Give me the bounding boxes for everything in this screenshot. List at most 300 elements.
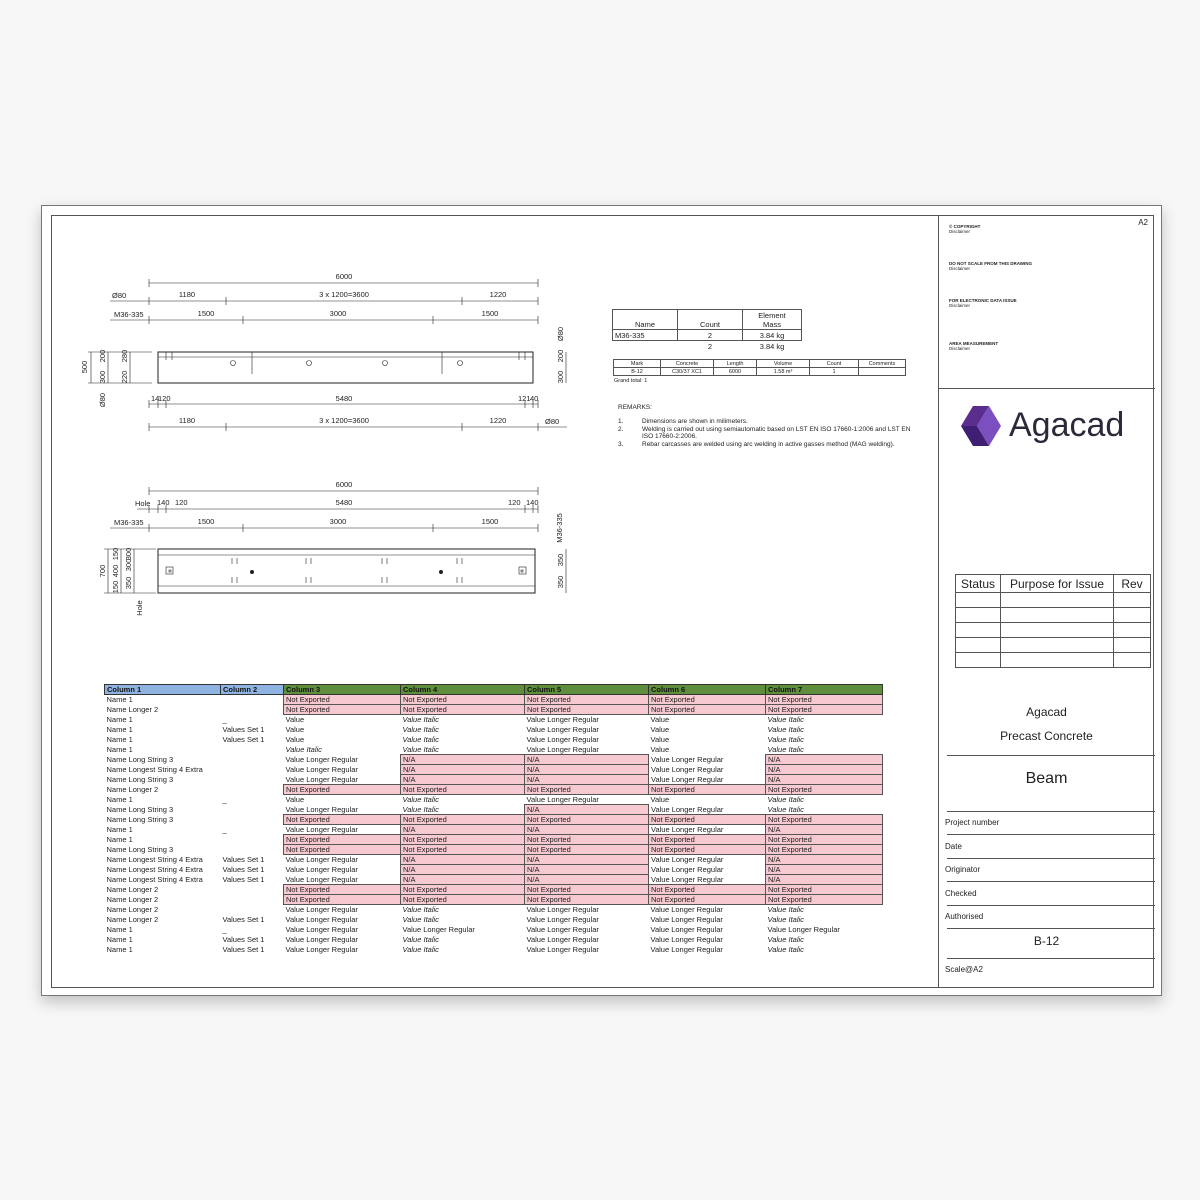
top-dim-1500b: 1500: [481, 309, 499, 318]
value-cell: Not Exported: [766, 885, 883, 895]
name-cell: Name Longer 2: [106, 905, 159, 914]
value-cell: Value Italic: [402, 915, 439, 924]
notice-1: [949, 261, 1032, 271]
issue-cell: [1114, 623, 1151, 638]
value-cell: Value Longer Regular: [285, 765, 358, 774]
issue-cell: [1001, 638, 1114, 653]
value-cell: Not Exported: [649, 885, 766, 895]
value-cell: Not Exported: [401, 785, 525, 795]
value-cell: Value Italic: [402, 744, 439, 754]
table-row: [105, 775, 883, 785]
element-header: Count: [810, 360, 859, 368]
value-cell: Value Longer Regular: [651, 804, 724, 814]
mass-row: [613, 330, 802, 341]
element-cell: [859, 368, 906, 376]
name-cell: Name 1: [106, 945, 133, 954]
value-cell: Value: [650, 725, 670, 734]
notice-text: Disclaimer: [949, 266, 971, 271]
value-cell: Value Longer Regular: [651, 825, 724, 834]
field-authorised: Authorised: [945, 912, 984, 921]
value-cell: N/A: [766, 855, 883, 865]
value-cell: Not Exported: [525, 785, 649, 795]
values-set-cell: Values Set 1: [222, 735, 265, 744]
bot-left-height: 700: [98, 564, 107, 578]
top-right-200: 200: [556, 349, 565, 363]
value-cell: Value Longer Regular: [767, 925, 840, 934]
mass-cell: 3.84 kg: [743, 330, 802, 341]
value-cell: N/A: [525, 755, 649, 765]
bot-left-350: 350: [124, 576, 133, 590]
value-cell: Not Exported: [525, 705, 649, 715]
value-cell: Value Longer Regular: [650, 925, 723, 934]
value-cell: Value Longer Regular: [285, 925, 358, 934]
top-left-280: 280: [120, 349, 129, 363]
mass-cell: 2: [707, 341, 713, 351]
value-cell: N/A: [525, 775, 649, 785]
value-cell: Value: [285, 795, 305, 805]
value-cell: N/A: [766, 775, 883, 785]
value-cell: N/A: [525, 825, 649, 835]
value-cell: N/A: [525, 875, 649, 885]
name-cell: Name Long String 3: [106, 815, 174, 824]
bot-dim-5480: 5480: [335, 498, 353, 507]
value-cell: Value: [650, 745, 670, 754]
bot-m36-label: M36-335: [114, 518, 144, 527]
value-cell: N/A: [766, 865, 883, 875]
value-cell: Value Longer Regular: [526, 915, 599, 924]
value-cell: Value Italic: [767, 735, 804, 744]
table-row: [105, 765, 883, 775]
values-set-cell: Values Set 1: [222, 875, 265, 884]
mass-header: Count: [678, 310, 743, 330]
bot-right-350a: 350: [556, 575, 565, 589]
top-bot-40: 40: [530, 394, 539, 403]
issue-header: Purpose for Issue: [1001, 575, 1114, 593]
value-cell: Value Italic: [402, 735, 439, 744]
value-cell: Value Italic: [767, 804, 804, 814]
value-cell: N/A: [525, 865, 649, 875]
company-name: Agacad: [1026, 705, 1067, 719]
issue-row: [956, 623, 1151, 638]
table-row: [105, 885, 883, 895]
table-row: [105, 805, 883, 815]
value-cell: Value Longer Regular: [526, 795, 599, 804]
value-cell: N/A: [766, 755, 883, 765]
value-cell: Value Longer Regular: [651, 755, 724, 764]
bot-left-300b: 300: [124, 547, 133, 561]
mass-cell: 2: [678, 330, 743, 341]
value-cell: Value Longer Regular: [650, 915, 723, 924]
notice-2: [949, 298, 1017, 308]
remark-item: [618, 418, 918, 425]
name-cell: Name 1: [106, 735, 133, 744]
value-cell: Value: [650, 795, 670, 805]
table-row: [105, 755, 883, 765]
value-cell: Value Longer Regular: [285, 865, 358, 874]
value-cell: N/A: [401, 875, 525, 885]
remark-number: 2.: [618, 426, 624, 433]
bot-right-m36: M36-335: [555, 513, 564, 543]
bot-dim-140b: 140: [526, 498, 539, 507]
field-project-number: Project number: [945, 818, 1000, 827]
values-set-cell: [221, 775, 284, 785]
value-cell: Not Exported: [284, 815, 401, 825]
value-cell: Value Longer Regular: [402, 925, 475, 934]
sheet-border: [51, 215, 1154, 988]
value-cell: Value Longer Regular: [285, 855, 358, 865]
value-cell: Value Italic: [767, 744, 804, 754]
value-cell: N/A: [525, 855, 649, 865]
value-cell: N/A: [525, 805, 649, 815]
value-cell: Value Longer Regular: [651, 865, 724, 874]
column-header: Column 2: [221, 685, 284, 695]
bot-dim-1500a: 1500: [197, 517, 215, 526]
column-header: Column 7: [766, 685, 883, 695]
column-header: Column 6: [649, 685, 766, 695]
name-cell: Name Longer 2: [106, 705, 159, 714]
value-cell: Value Longer Regular: [285, 804, 358, 814]
value-cell: Value: [650, 735, 670, 744]
values-set-cell: _: [222, 825, 227, 834]
values-set-cell: [221, 755, 284, 765]
issue-cell: [956, 593, 1001, 608]
mass-cell: [613, 341, 678, 352]
values-set-cell: [221, 785, 284, 795]
name-cell: Name 1: [106, 935, 133, 944]
value-cell: Value Italic: [767, 795, 804, 805]
agacad-logo-icon: [953, 402, 1001, 450]
value-cell: Value Longer Regular: [651, 765, 724, 774]
issue-row: [956, 608, 1151, 623]
value-cell: Not Exported: [525, 895, 649, 905]
mass-header: Element Mass: [743, 310, 802, 330]
value-cell: Not Exported: [401, 695, 525, 705]
mass-header: Name: [613, 310, 678, 330]
value-cell: Value Longer Regular: [285, 874, 358, 884]
name-cell: Name 1: [106, 695, 133, 705]
bot-dim-120a: 120: [175, 498, 188, 507]
issue-row: [956, 638, 1151, 653]
values-set-cell: _: [222, 795, 227, 804]
value-cell: Not Exported: [649, 695, 766, 705]
value-cell: Value Italic: [402, 715, 439, 725]
value-cell: Not Exported: [766, 695, 883, 705]
notice-text: Disclaimer: [949, 229, 971, 234]
values-set-cell: _: [222, 715, 227, 724]
remark-number: 1.: [618, 418, 624, 425]
value-cell: N/A: [401, 755, 525, 765]
value-cell: Not Exported: [401, 705, 525, 715]
bot-dim-120b: 120: [508, 498, 521, 507]
name-cell: Name 1: [106, 835, 133, 844]
values-set-cell: Values Set 1: [222, 855, 265, 864]
value-cell: N/A: [766, 875, 883, 885]
values-set-cell: [221, 835, 284, 845]
values-set-cell: [221, 895, 284, 905]
sheet-size: A2: [1138, 218, 1148, 227]
value-cell: Value Longer Regular: [285, 825, 358, 834]
value-cell: Value Italic: [402, 795, 439, 805]
top-m36-label: M36-335: [114, 310, 144, 319]
top-right-dia: Ø80: [556, 326, 565, 342]
issue-cell: [1001, 608, 1114, 623]
name-cell: Name 1: [106, 715, 133, 724]
value-cell: Value Longer Regular: [651, 874, 724, 884]
value-cell: Not Exported: [649, 815, 766, 825]
name-cell: Name Longer 2: [106, 895, 159, 904]
table-row: [105, 705, 883, 715]
table-row: [105, 785, 883, 795]
notice-text: Disclaimer: [949, 346, 971, 351]
issue-cell: [1001, 623, 1114, 638]
notice-3: [949, 341, 998, 351]
values-set-cell: Values Set 1: [222, 725, 265, 734]
name-cell: Name Longest String 4 Extra: [106, 875, 203, 884]
table-row: [105, 745, 883, 755]
value-cell: N/A: [766, 825, 883, 835]
name-cell: Name Longer 2: [106, 915, 159, 924]
issue-header: Rev: [1114, 575, 1151, 593]
table-row: [105, 695, 883, 705]
table-row: [105, 915, 883, 925]
table-row: [105, 935, 883, 945]
element-header: Volume: [757, 360, 810, 368]
value-cell: Value Italic: [767, 935, 804, 944]
element-header: Length: [714, 360, 757, 368]
mass-row: [613, 341, 802, 352]
value-cell: N/A: [401, 865, 525, 875]
column-header: Column 4: [401, 685, 525, 695]
value-cell: Not Exported: [284, 885, 401, 895]
top-bot-121: 121: [518, 394, 531, 403]
values-set-cell: [221, 885, 284, 895]
logo-text: Agacad: [1009, 406, 1125, 444]
values-set-cell: _: [222, 925, 227, 934]
value-cell: N/A: [766, 765, 883, 775]
value-cell: N/A: [401, 765, 525, 775]
issue-row: [956, 593, 1151, 608]
name-cell: Name 1: [106, 925, 133, 934]
value-cell: Value Longer Regular: [526, 725, 599, 734]
value-cell: Value Italic: [402, 905, 439, 915]
element-header: Mark: [614, 360, 661, 368]
value-cell: Value Longer Regular: [651, 774, 724, 784]
bot-left-150b: 150: [111, 547, 120, 561]
value-cell: Value Italic: [767, 905, 804, 915]
sheet-name: Beam: [1025, 770, 1068, 787]
value-cell: Value Longer Regular: [526, 744, 599, 754]
field-date: Date: [945, 841, 962, 851]
values-set-cell: Values Set 1: [222, 935, 265, 944]
value-cell: Value Longer Regular: [526, 735, 599, 744]
notice-heading: © COPYRIGHT: [949, 224, 981, 229]
issue-cell: [1114, 608, 1151, 623]
value-cell: Value Longer Regular: [651, 855, 724, 865]
value-cell: Value Longer Regular: [526, 935, 599, 944]
value-cell: Not Exported: [766, 785, 883, 795]
value-cell: N/A: [401, 825, 525, 835]
bot-left-150a: 150: [111, 580, 120, 594]
top-right-300: 300: [556, 370, 565, 384]
column-header: Column 5: [525, 685, 649, 695]
top-left-300: 300: [98, 370, 107, 384]
mass-cell: M36-335: [613, 330, 678, 341]
top-bot-3600: 3 x 1200=3600: [319, 416, 369, 425]
table-row: [105, 825, 883, 835]
value-cell: Not Exported: [401, 885, 525, 895]
notice-heading: DO NOT SCALE FROM THIS DRAWING: [949, 261, 1032, 266]
table-row: [105, 835, 883, 845]
values-set-cell: [221, 905, 284, 915]
notice-heading: FOR ELECTRONIC DATA ISSUE: [949, 298, 1017, 303]
bot-overall-dim: 6000: [335, 480, 353, 489]
table-row: [105, 865, 883, 875]
values-set-cell: [221, 695, 284, 705]
table-row: [105, 725, 883, 735]
table-row: [105, 815, 883, 825]
values-set-cell: Values Set 1: [222, 915, 265, 924]
issue-row: [956, 653, 1151, 668]
value-cell: Not Exported: [766, 815, 883, 825]
value-cell: Not Exported: [284, 705, 401, 715]
value-cell: Value Italic: [767, 945, 804, 954]
table-row: [105, 905, 883, 915]
name-cell: Name 1: [106, 825, 133, 834]
name-cell: Name Longest String 4 Extra: [106, 865, 203, 874]
top-left-height: 500: [80, 360, 89, 374]
value-cell: Value Italic: [402, 804, 439, 814]
value-cell: Not Exported: [284, 835, 401, 845]
element-cell: 1: [810, 368, 859, 376]
name-cell: Name Long String 3: [106, 805, 174, 814]
value-cell: Value Italic: [767, 915, 804, 924]
value-cell: Not Exported: [284, 695, 401, 705]
table-row: [105, 845, 883, 855]
value-cell: Not Exported: [649, 845, 766, 855]
values-set-cell: [221, 745, 284, 755]
name-cell: Name Longest String 4 Extra: [106, 855, 203, 864]
value-cell: Value Longer Regular: [650, 935, 723, 944]
remark-text: Dimensions are shown in milimeters.: [642, 418, 748, 425]
value-cell: Value Longer Regular: [285, 755, 358, 764]
bot-dim-140a: 140: [157, 498, 170, 507]
top-dim-3600: 3 x 1200=3600: [319, 290, 369, 299]
column-header: Column 1: [105, 685, 221, 695]
remarks: [618, 404, 918, 449]
field-originator: Originator: [945, 865, 981, 874]
value-cell: Value: [285, 725, 305, 734]
bot-left-300a: 300: [124, 558, 133, 572]
element-cell: 6000: [714, 368, 757, 376]
data-table: [104, 684, 883, 955]
notice-0: [949, 224, 980, 234]
value-cell: Value: [285, 735, 305, 744]
value-cell: Not Exported: [649, 785, 766, 795]
value-cell: Not Exported: [401, 835, 525, 845]
value-cell: Not Exported: [401, 815, 525, 825]
value-cell: Value Longer Regular: [526, 925, 599, 934]
values-set-cell: [221, 815, 284, 825]
element-header: Comments: [859, 360, 906, 368]
value-cell: Not Exported: [649, 895, 766, 905]
table-row: [105, 895, 883, 905]
value-cell: Not Exported: [525, 845, 649, 855]
value-cell: N/A: [525, 765, 649, 775]
value-cell: Not Exported: [401, 895, 525, 905]
top-left-200: 200: [98, 349, 107, 363]
value-cell: Not Exported: [525, 885, 649, 895]
value-cell: Not Exported: [284, 895, 401, 905]
values-set-cell: [221, 765, 284, 775]
table-row: [105, 855, 883, 865]
table-row: [105, 795, 883, 805]
bot-left-hole: Hole: [135, 600, 144, 616]
value-cell: Value Italic: [402, 935, 439, 944]
issue-cell: [1114, 638, 1151, 653]
value-cell: Value Longer Regular: [285, 915, 358, 924]
value-cell: Value Longer Regular: [285, 774, 358, 784]
name-cell: Name 1: [106, 725, 133, 734]
value-cell: Value Italic: [767, 715, 804, 725]
values-set-cell: [221, 805, 284, 815]
top-bot-1180: 1180: [178, 416, 196, 425]
sheet-number: B-12: [1033, 934, 1060, 948]
name-cell: Name Longer 2: [106, 885, 159, 894]
value-cell: Value Longer Regular: [526, 715, 599, 725]
mass-cell: 3.84 kg: [759, 341, 785, 351]
value-cell: Not Exported: [525, 695, 649, 705]
top-dim-1220: 1220: [489, 290, 507, 299]
table-row: [105, 875, 883, 885]
issue-cell: [956, 638, 1001, 653]
top-bot-5480: 5480: [335, 394, 353, 403]
column-header: Column 3: [284, 685, 401, 695]
top-dia-label: Ø80: [112, 291, 127, 300]
remark-item: [618, 441, 918, 448]
issue-cell: [1114, 593, 1151, 608]
issue-cell: [956, 623, 1001, 638]
value-cell: Value Longer Regular: [650, 945, 723, 954]
value-cell: N/A: [401, 775, 525, 785]
element-row: [614, 368, 906, 376]
values-set-cell: Values Set 1: [222, 865, 265, 874]
element-cell: C30/37 XC1: [661, 368, 714, 376]
value-cell: Not Exported: [284, 845, 401, 855]
remark-text: Rebar carcasses are welded using arc welding in active gasses method (MAG welding).: [642, 441, 895, 448]
value-cell: Value Italic: [767, 725, 804, 734]
value-cell: Value Longer Regular: [650, 905, 723, 915]
value-cell: Value Italic: [402, 945, 439, 954]
values-set-cell: [221, 845, 284, 855]
scale-label: Scale@A2: [945, 965, 983, 974]
rebar-mass-schedule: [612, 309, 802, 351]
notice-heading: AREA MEASUREMENT: [949, 341, 999, 346]
remark-text: Welding is carried out using semiautomatic based on LST EN ISO 17660-1:2006 and LST EN ISO 17660-2:2006.: [642, 426, 911, 440]
grand-total: Grand total: 1: [614, 378, 648, 384]
name-cell: Name 1: [106, 745, 133, 754]
value-cell: Value Italic: [285, 745, 322, 754]
value-cell: Not Exported: [766, 705, 883, 715]
remark-item: [618, 426, 918, 440]
issue-cell: [1114, 653, 1151, 668]
table-row: [105, 925, 883, 935]
table-row: [105, 945, 883, 955]
issue-cell: [956, 608, 1001, 623]
bot-right-350b: 350: [556, 553, 565, 567]
top-bot-14: 14: [151, 394, 160, 403]
value-cell: Not Exported: [401, 845, 525, 855]
issue-cell: [1001, 593, 1114, 608]
